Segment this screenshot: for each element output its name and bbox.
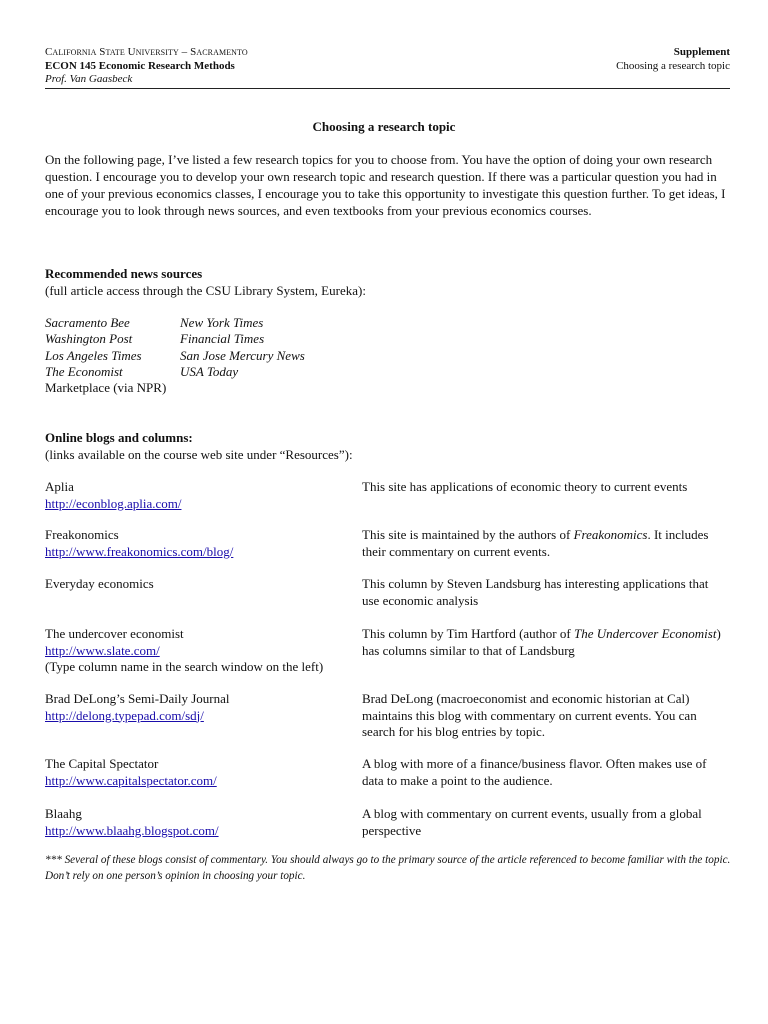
doc-type: Supplement bbox=[673, 46, 730, 58]
blog-name: Everyday economics bbox=[45, 576, 154, 591]
blog-description: Brad DeLong (macroeconomist and economic historian at Cal) maintains this blog with commentary on current events. You can search for his blog entries by topic. bbox=[362, 691, 697, 739]
blog-entry-left bbox=[45, 626, 365, 676]
news-source: New York Times bbox=[180, 315, 264, 330]
university-name: California State University – Sacramento bbox=[45, 46, 248, 58]
news-source-extra: Marketplace (via NPR) bbox=[45, 380, 167, 396]
blog-link[interactable]: http://www.slate.com/ bbox=[45, 642, 160, 658]
blog-link[interactable]: http://econblog.aplia.com/ bbox=[45, 495, 182, 511]
header-left bbox=[45, 46, 248, 87]
news-source-row bbox=[45, 348, 445, 364]
news-source: USA Today bbox=[180, 363, 239, 379]
blog-name: The Capital Spectator bbox=[45, 756, 159, 771]
blog-link[interactable]: http://www.blaahg.blogspot.com/ bbox=[45, 822, 219, 838]
doc-topic: Choosing a research topic bbox=[616, 59, 730, 72]
news-source-row bbox=[45, 315, 445, 331]
news-source: The Economist bbox=[45, 363, 123, 379]
professor-name: Prof. Van Gaasbeck bbox=[45, 73, 133, 85]
blog-name: The undercover economist bbox=[45, 626, 184, 641]
news-sources-list bbox=[45, 315, 445, 396]
news-section-heading bbox=[45, 265, 366, 299]
book-title: Freakonomics bbox=[573, 527, 648, 542]
desc-text: ) has columns similar to that of Landsburg bbox=[362, 626, 721, 658]
intro-paragraph: On the following page, I’ve listed a few research topics for you to choose from. You have the option of doing your own research question. I encourage you to develop your own research topic and research question. If there was a particular question you had in one of your previous economics classes, I encourage you to take this opportunity to investigate this question further. To get ideas, I encourage you to look through news sources, and even textbooks from your previous economics courses. bbox=[45, 152, 726, 218]
course-title: ECON 145 Economic Research Methods bbox=[45, 59, 235, 72]
blogs-heading: Online blogs and columns: bbox=[45, 430, 193, 445]
blogs-subheading: (links available on the course web site under “Resources”): bbox=[45, 447, 353, 462]
blog-note: (Type column name in the search window on the left) bbox=[45, 659, 324, 674]
news-source-row bbox=[45, 364, 445, 380]
blog-description: This site has applications of economic theory to current events bbox=[362, 479, 688, 494]
blog-link[interactable]: http://www.capitalspectator.com/ bbox=[45, 772, 217, 788]
news-source: Washington Post bbox=[45, 331, 133, 347]
blog-description: A blog with more of a finance/business flavor. Often makes use of data to make a point to the audience. bbox=[362, 756, 707, 788]
blog-entry-left bbox=[45, 576, 360, 593]
blog-entry-left bbox=[45, 527, 360, 560]
page-header bbox=[45, 46, 730, 89]
header-right bbox=[616, 46, 730, 73]
desc-text: . It includes their commentary on current events. bbox=[362, 527, 709, 559]
blog-name: Blaahg bbox=[45, 806, 82, 821]
blogs-section-heading bbox=[45, 429, 353, 463]
blog-name: Aplia bbox=[45, 479, 74, 494]
blog-entry-left bbox=[45, 806, 360, 839]
news-source-row bbox=[45, 331, 445, 347]
desc-text: This site is maintained by the authors of bbox=[362, 527, 574, 542]
desc-text: This column by Tim Hartford (author of bbox=[362, 626, 574, 641]
blog-entry-left bbox=[45, 756, 360, 789]
blog-description: This column by Steven Landsburg has interesting applications that use economic analysis bbox=[362, 576, 709, 608]
news-heading: Recommended news sources bbox=[45, 266, 203, 281]
footnote: *** Several of these blogs consist of commentary. You should always go to the primary source of the article referenced to become familiar with the topic. Don’t rely on one person’s opinion in choosing your topic. bbox=[45, 854, 731, 882]
page-title: Choosing a research topic bbox=[312, 119, 456, 134]
book-title: The Undercover Economist bbox=[573, 626, 717, 641]
news-source: San Jose Mercury News bbox=[180, 347, 305, 363]
news-source: Sacramento Bee bbox=[45, 315, 130, 330]
blog-name: Freakonomics bbox=[45, 527, 119, 542]
blog-link[interactable]: http://delong.typepad.com/sdj/ bbox=[45, 707, 204, 723]
news-subheading: (full article access through the CSU Library System, Eureka): bbox=[45, 283, 366, 298]
blog-entry-left bbox=[45, 691, 360, 724]
blog-description bbox=[362, 626, 722, 659]
news-source: Financial Times bbox=[180, 331, 265, 347]
blog-description bbox=[362, 527, 722, 560]
blog-description: A blog with commentary on current events, usually from a global perspective bbox=[362, 806, 702, 838]
blog-name: Brad DeLong’s Semi-Daily Journal bbox=[45, 691, 230, 706]
blog-link[interactable]: http://www.freakonomics.com/blog/ bbox=[45, 543, 234, 559]
news-source-row bbox=[45, 380, 445, 396]
news-source: Los Angeles Times bbox=[45, 347, 142, 363]
blog-entry-left bbox=[45, 479, 360, 512]
